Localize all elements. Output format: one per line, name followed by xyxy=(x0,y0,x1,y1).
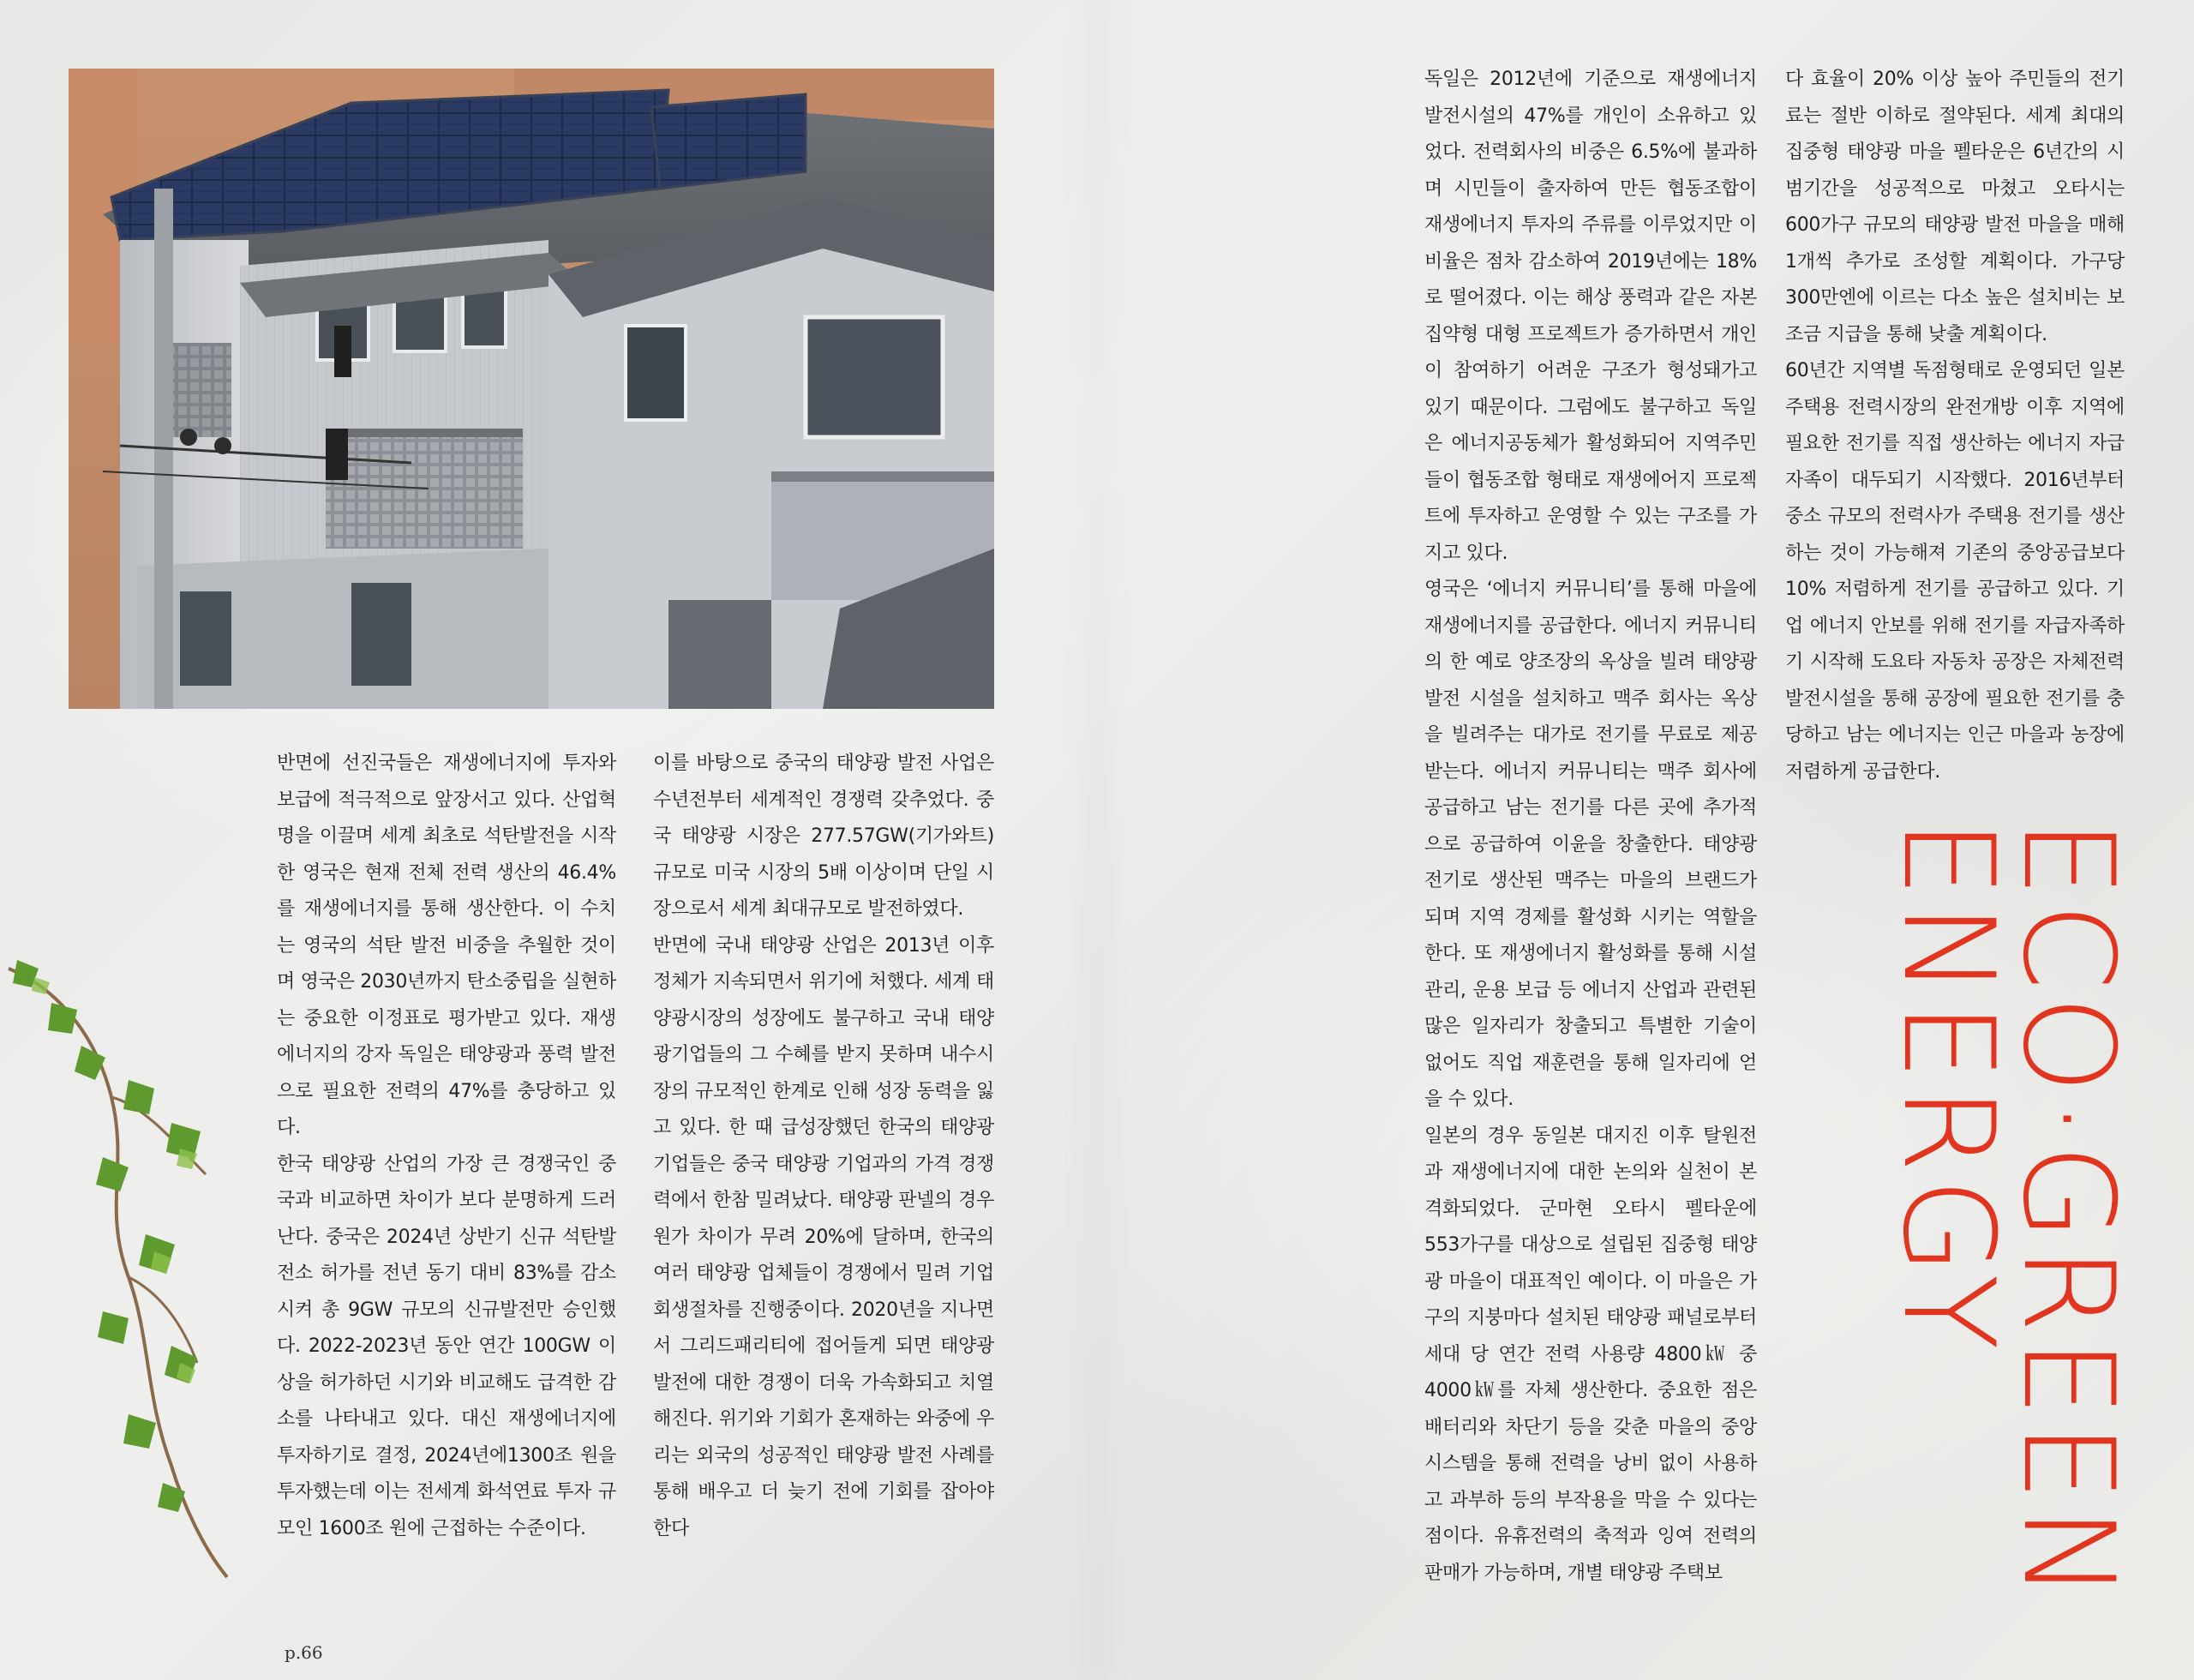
paragraph: 다 효율이 20% 이상 높아 주민들의 전기료는 절반 이하로 절약된다. 세계 최대의 집중형 태양광 마을 펠타운은 6년간의 시범기간을 성공적으로 마쳤고 오타시는 600가구 규모의 태양광 발전 마을을 매해 1개씩 추가로 조성할 계획이다. 가구당 300만엔에 이르는 다소 높은 설치비는 보조금 지급을 통해 낮출 계획이다. xyxy=(1785,69,2125,345)
title-line-1: ECO·GREEN xyxy=(1995,819,2141,1605)
paragraph: 반면에 선진국들은 재생에너지에 투자와 보급에 적극적으로 앞장서고 있다. 산업혁명을 이끌며 세계 최초로 석탄발전을 시작한 영국은 현재 전체 전력 생산의 46.4%를 재생에너지를 통해 생산한다. 이 수치는 영국의 석탄 발전 비중을 추월한 것이며 영국은 2030년까지 탄소중립을 실현하는 중요한 이정표로 평가받고 있다. 재생에너지의 강자 독일은 태양광과 풍력 발전으로 필요한 전력의 47%를 충당하고 있다. xyxy=(277,753,616,1138)
article-column-2 xyxy=(653,746,994,1547)
title-line-2: ENERGY xyxy=(1875,819,2021,1356)
paragraph: 이를 바탕으로 중국의 태양광 발전 사업은 수년전부터 세계적인 경쟁력 갖추었다. 중국 태양광 시장은 277.57GW(기가와트) 규모로 미국 시장의 5배 이상이며 단일 시장으로서 세계 최대규모로 발전하였다. xyxy=(653,753,994,920)
paragraph: 독일은 2012년에 기준으로 재생에너지 발전시설의 47%를 개인이 소유하고 있었다. 전력회사의 비중은 6.5%에 불과하며 시민들이 출자하여 만든 협동조합이 재생에너지 투자의 주류를 이루었지만 이 비율은 점차 감소하여 2019년에는 18%로 떨어졌다. 이는 해상 풍력과 같은 자본 집약형 대형 프로젝트가 증가하면서 개인이 참여하기 어려운 구조가 형성돼가고 있기 때문이다. 그럼에도 불구하고 독일은 에너지공동체가 활성화되어 지역주민들이 협동조합 형태로 재생에어지 프로젝트에 투자하고 운영할 수 있는 구조를 가지고 있다. xyxy=(1424,69,1757,564)
section-title xyxy=(1875,819,2149,1605)
paragraph: 반면에 국내 태양광 산업은 2013년 이후 정체가 지속되면서 위기에 처했다. 세계 태양광시장의 성장에도 불구하고 국내 태양광기업들의 그 수혜를 받지 못하며 내수시장의 규모적인 한계로 인해 성장 동력을 잃고 있다. 한 때 급성장했던 한국의 태양광 기업들은 중국 태양광 기업과의 가격 경쟁력에서 한참 밀려났다. 태양광 판넬의 경우 원가 차이가 무려 20%에 달하며, 한국의 여러 태양광 업체들이 경쟁에서 밀려 기업회생절차를 진행중이다. 2020년을 지나면서 그리드패리티에 접어들게 되면 태양광 발전에 대한 경쟁이 더욱 가속화되고 치열해진다. 위기와 기회가 혼재하는 와중에 우리는 외국의 성공적인 태양광 발전 사례를 통해 배우고 더 늦기 전에 기회를 잡아야 한다 xyxy=(653,934,994,1539)
paragraph: 60년간 지역별 독점형태로 운영되던 일본 주택용 전력시장의 완전개방 이후 지역에 필요한 전기를 직접 생산하는 에너지 자급자족이 대두되기 시작했다. 2016년부터 중소 규모의 전력사가 주택용 전기를 생산하는 것이 가능해져 기존의 중앙공급보다 10% 저렴하게 전기를 공급하고 있다. 기업 에너지 안보를 위해 전기를 자급자족하기 시작해 도요타 자동차 공장은 자체전력 발전시설을 통해 공장에 필요한 전기를 충당하고 남는 에너지는 인근 마을과 농장에 저렴하게 공급한다. xyxy=(1785,360,2125,783)
solar-houses-photo xyxy=(69,69,994,709)
article-column-1 xyxy=(277,746,616,1547)
article-column-4 xyxy=(1785,62,2125,790)
article-column-3 xyxy=(1424,62,1757,1592)
paragraph: 영국은 ‘에너지 커뮤니티’를 통해 마을에 재생에너지를 공급한다. 에너지 커뮤니티의 한 예로 양조장의 옥상을 빌려 태양광 발전 시설을 설치하고 맥주 회사는 옥상을 빌려주는 대가로 전기를 무료로 제공 받는다. 에너지 커뮤니티는 맥주 회사에 공급하고 남는 전기를 다른 곳에 추가적으로 공급하여 이윤을 창출한다. 태양광 전기로 생산된 맥주는 마을의 브랜드가 되며 지역 경제를 활성화 시키는 역할을 한다. 또 재생에너지 활성화를 통해 시설 관리, 운용 보급 등 에너지 산업과 관련된 많은 일자리가 창출되고 특별한 기술이 없어도 직업 재훈련을 통해 일자리에 얻을 수 있다. xyxy=(1424,579,1757,1110)
page-number: p.66 xyxy=(285,1642,323,1663)
ivy-vine-icon xyxy=(0,951,249,1586)
paragraph: 일본의 경우 동일본 대지진 이후 탈원전과 재생에너지에 대한 논의와 실천이 본격화되었다. 군마현 오타시 펠타운에 553가구를 대상으로 설립된 집중형 태양광 마을이 대표적인 예이다. 이 마을은 가구의 지붕마다 설치된 태양광 패널로부터 세대 당 연간 전력 사용량 4800㎾ 중 4000㎾를 자체 생산한다. 중요한 점은 배터리와 차단기 등을 갖춘 마을의 중앙 시스템을 통해 전력을 낭비 없이 사용하고 과부하 등의 부작용을 막을 수 있다는 점이다. 유휴전력의 축적과 잉여 전력의 판매가 가능하며, 개별 태양광 주택보 xyxy=(1424,1125,1757,1584)
paragraph: 한국 태양광 산업의 가장 큰 경쟁국인 중국과 비교하면 차이가 보다 분명하게 드러난다. 중국은 2024년 상반기 신규 석탄발전소 허가를 전년 동기 대비 83%를 감소시켜 총 9GW 규모의 신규발전만 승인했다. 2022-2023년 동안 연간 100GW 이상을 허가하던 시기와 비교해도 급격한 감소를 나타내고 있다. 대신 재생에너지에 투자하기로 결정, 2024년에1300조 원을 투자했는데 이는 전세계 화석연료 투자 규모인 1600조 원에 근접하는 수준이다. xyxy=(277,1153,616,1539)
